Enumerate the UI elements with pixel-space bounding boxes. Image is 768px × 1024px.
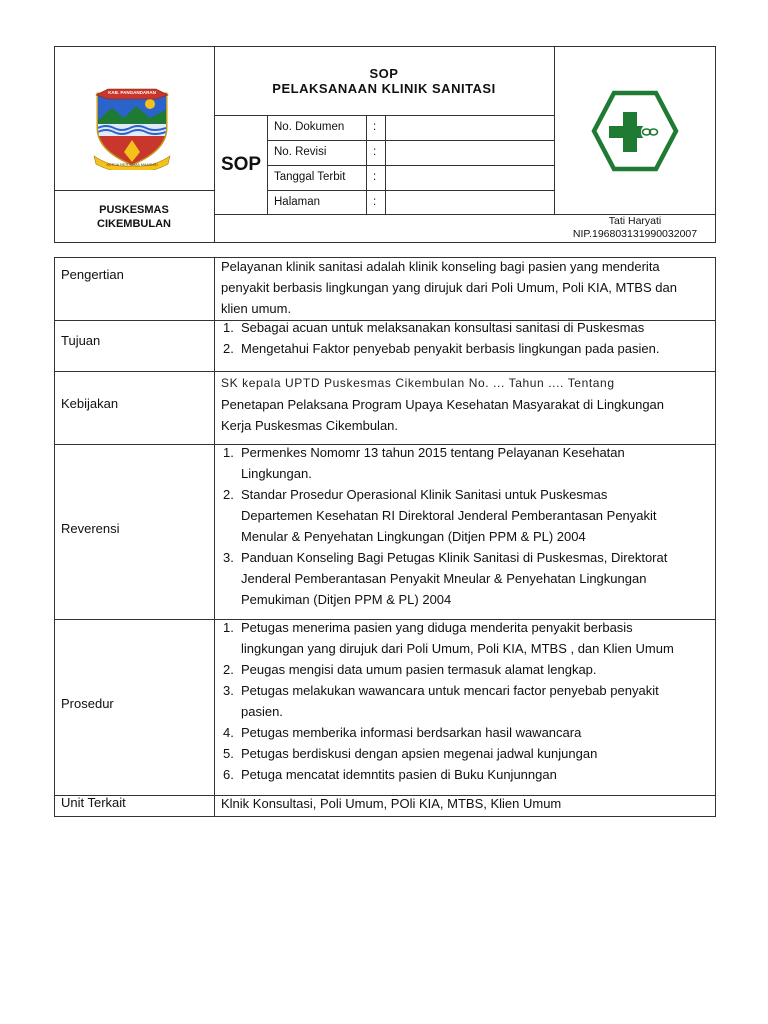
item-number: 4. <box>223 725 234 740</box>
field-no-revisi-colon: : <box>373 146 377 158</box>
pengertian-line-3: klien umum. <box>221 301 292 316</box>
sop-box-label: SOP <box>220 154 262 175</box>
list-item <box>221 442 711 484</box>
item-line: Standar Prosedur Operasional Klinik Sanitasi untuk Puskesmas <box>241 487 608 502</box>
logo-banner-text: KAB. PANGANDARAN <box>108 90 156 95</box>
list-item <box>221 743 711 764</box>
item-number: 1. <box>223 445 234 460</box>
item-number: 1. <box>223 320 234 335</box>
list-item <box>221 764 711 785</box>
list-item <box>221 338 711 359</box>
item-number: 1. <box>223 620 234 635</box>
item-line: Lingkungan. <box>241 466 312 481</box>
list-item <box>221 680 711 722</box>
pengertian-line-2: penyakit berbasis lingkungan yang dirujuk dari Poli Umum, Poli KIA, MTBS dan <box>221 280 677 295</box>
puskesmas-logo <box>591 90 679 172</box>
sop-label: SOP <box>369 66 399 81</box>
field-tanggal-terbit-colon: : <box>373 171 377 183</box>
section-label-reverensi: Reverensi <box>61 521 120 536</box>
signer-name: Tati Haryati <box>608 215 662 227</box>
org-line-2: CIKEMBULAN <box>97 218 171 230</box>
item-line: Petugas melakukan wawancara untuk mencari factor penyebab penyakit <box>241 683 659 698</box>
section-label-tujuan: Tujuan <box>61 333 101 348</box>
item-line: Petugas menerima pasien yang diduga menderita penyakit berbasis <box>241 620 633 635</box>
prosedur-list <box>221 617 711 785</box>
item-line: Petuga mencatat idemntits pasien di Buku Kunjunngan <box>241 767 557 782</box>
item-line: Departemen Kesehatan RI Direktoral Jenderal Pemberantasan Penyakit <box>241 508 657 523</box>
item-line: Petugas memberika informasi berdsarkan hasil wawancara <box>241 725 582 740</box>
page-title: PELAKSANAAN KLINIK SANITASI <box>272 81 496 96</box>
item-line: Menular & Penyehatan Lingkungan (Ditjen PPM & PL) 2004 <box>241 529 586 544</box>
signer-nip: NIP.196803131990032007 <box>572 228 698 240</box>
item-number: 3. <box>223 550 234 565</box>
unit-terkait-text: Klnik Konsultasi, Poli Umum, POli KIA, MTBS, Klien Umum <box>221 796 562 811</box>
item-line: Permenkes Nomomr 13 tahun 2015 tentang Pelayanan Kesehatan <box>241 445 625 460</box>
field-no-dokumen-label: No. Dokumen <box>274 121 345 133</box>
item-number: 2. <box>223 487 234 502</box>
logo-motto-text: KERJA BERSAMA MANDIRI <box>106 162 158 167</box>
reverensi-list <box>221 442 711 610</box>
item-number: 5. <box>223 746 234 761</box>
list-item <box>221 617 711 659</box>
list-item <box>221 722 711 743</box>
item-number: 2. <box>223 341 234 356</box>
list-item <box>221 547 711 610</box>
section-label-prosedur: Prosedur <box>61 696 114 711</box>
item-line: lingkungan yang dirujuk dari Poli Umum, Poli KIA, MTBS , dan Klien Umum <box>241 641 674 656</box>
section-label-unit-terkait: Unit Terkait <box>61 795 126 810</box>
item-number: 2. <box>223 662 234 677</box>
item-line: Peugas mengisi data umum pasien termasuk alamat lengkap. <box>241 662 597 677</box>
org-line-1: PUSKESMAS <box>99 204 169 216</box>
item-number: 6. <box>223 767 234 782</box>
item-line: Jenderal Pemberantasan Penyakit Mneular & Penyehatan Lingkungan <box>241 571 647 586</box>
section-label-pengertian: Pengertian <box>61 267 124 282</box>
field-halaman-label: Halaman <box>274 196 321 208</box>
item-line: Petugas berdiskusi dengan apsien megenai jadwal kunjungan <box>241 746 598 761</box>
pengertian-line-1: Pelayanan klinik sanitasi adalah klinik konseling bagi pasien yang menderita <box>221 259 660 274</box>
list-item <box>221 317 711 338</box>
item-text: Sebagai acuan untuk melaksanakan konsultasi sanitasi di Puskesmas <box>241 320 645 335</box>
section-label-kebijakan: Kebijakan <box>61 396 119 411</box>
kebijakan-line-2: Penetapan Pelaksana Program Upaya Kesehatan Masyarakat di Lingkungan <box>221 397 665 412</box>
pengertian-text <box>221 256 711 319</box>
kebijakan-text <box>221 373 711 436</box>
kebijakan-line-3: Kerja Puskesmas Cikembulan. <box>221 418 399 433</box>
item-text: Mengetahui Faktor penyebab penyakit berbasis lingkungan pada pasien. <box>241 341 660 356</box>
field-tanggal-terbit-label: Tanggal Terbit <box>274 171 346 183</box>
field-no-revisi-label: No. Revisi <box>274 146 327 158</box>
kebijakan-line-1: SK kepala UPTD Puskesmas Cikembulan No. ... Tahun .... Tentang <box>221 376 615 390</box>
list-item <box>221 484 711 547</box>
item-line: Pemukiman (Ditjen PPM & PL) 2004 <box>241 592 452 607</box>
list-item <box>221 659 711 680</box>
item-line: pasien. <box>241 704 283 719</box>
field-halaman-colon: : <box>373 196 377 208</box>
item-line: Panduan Konseling Bagi Petugas Klinik Sanitasi di Puskesmas, Direktorat <box>241 550 668 565</box>
item-number: 3. <box>223 683 234 698</box>
tujuan-list <box>221 317 711 359</box>
field-no-dokumen-colon: : <box>373 121 377 133</box>
organization-name <box>55 203 213 231</box>
regency-logo <box>92 84 172 170</box>
